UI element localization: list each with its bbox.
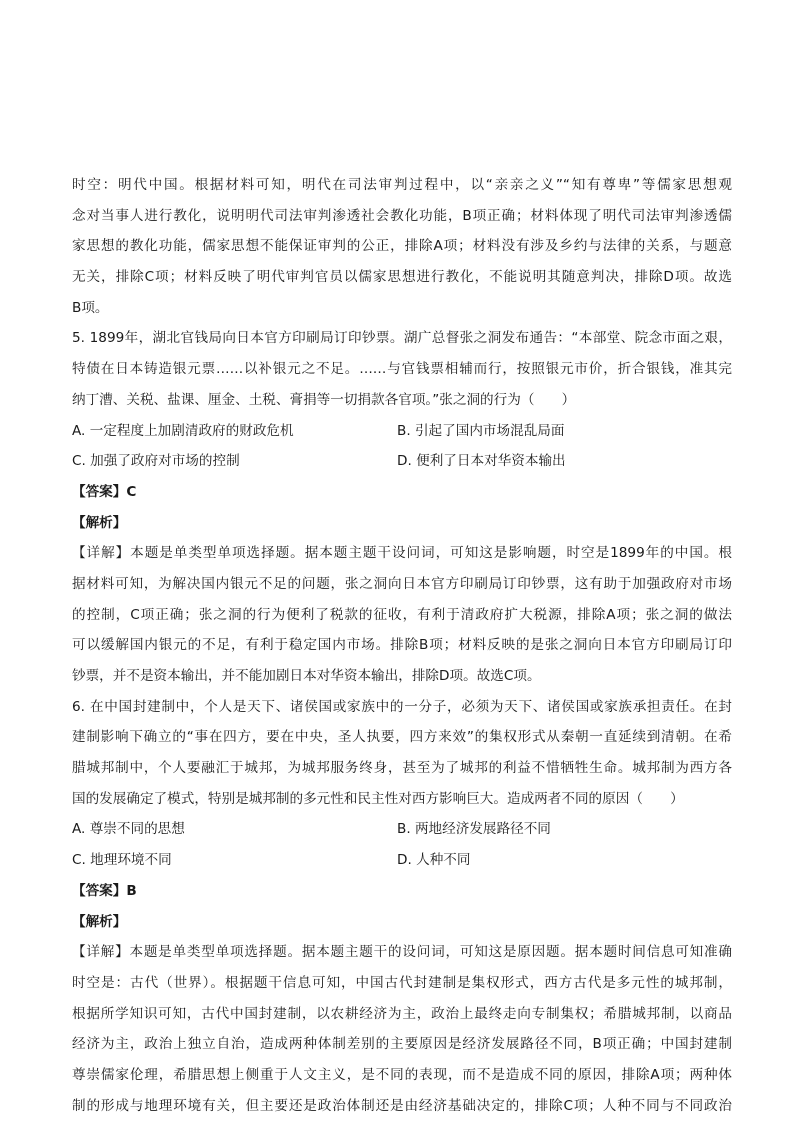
option-c: C. 加强了政府对市场的控制	[72, 453, 240, 470]
option-d: D. 便利了日本对华资本输出	[397, 453, 566, 470]
analysis-text: 据材料可知，为解决国内银元不足的问题，张之洞向日本官方印刷局订印钞票，这有助于加强政府对市场	[72, 575, 732, 592]
question-6-options-row	[72, 845, 732, 876]
text-line: 念对当事人进行教化，说明明代司法审判渗透社会教化功能，B项正确；材料体现了明代司法审判渗透儒	[72, 207, 732, 224]
question-6-stem: 腊城邦制中，个人要融汇于城邦，为城邦服务终身，甚至为了城邦的利益不惜牺牲生命。城邦制为西方各	[72, 760, 732, 777]
option-c: C. 地理环境不同	[72, 852, 172, 869]
question-6-stem: 6. 在中国封建制中，个人是天下、诸侯国或家族中的一分子，必须为天下、诸侯国或家族承担责任。在封	[72, 698, 732, 715]
analysis-label: 【解析】	[72, 913, 127, 930]
answer-label: 【答案】B	[72, 882, 137, 899]
question-6-stem: 建制影响下确立的“事在四方，要在中央，圣人执要，四方来效”的集权形式从秦朝一直延续到清朝。在希	[72, 729, 732, 746]
option-a: A. 尊崇不同的思想	[72, 821, 185, 838]
question-5-stem: 5. 1899年，湖北官钱局向日本官方印刷局订印钞票。湖广总督张之洞发布通告：“本部堂、院念市面之艰，	[72, 330, 732, 347]
analysis-text: 的控制，C项正确；张之洞的行为便利了税款的征收，有利于清政府扩大税源，排除A项；张之洞的做法	[72, 606, 732, 623]
option-b: B. 引起了国内市场混乱局面	[397, 422, 565, 439]
analysis-text: 经济为主，政治上独立自治，造成两种体制差别的主要原因是经济发展路径不同，B项正确；中国封建制	[72, 1036, 732, 1053]
analysis-text: 钞票，并不是资本输出，并不能加剧日本对华资本输出，排除D项。故选C项。	[72, 668, 541, 684]
analysis-text: 【详解】本题是单类型单项选择题。据本题主题干设问词，可知这是影响题，时空是1899年的中国。根	[72, 545, 732, 562]
text-line: 时空：明代中国。根据材料可知，明代在司法审判过程中，以“亲亲之义”“知有尊卑”等儒家思想观	[72, 177, 732, 193]
text-line: B项。	[72, 299, 109, 316]
analysis-text: 可以缓解国内银元的不足，有利于稳定国内市场。排除B项；材料反映的是张之洞向日本官方印刷局订印	[72, 637, 732, 654]
question-6-options-row	[72, 814, 732, 845]
question-5-options-row	[72, 446, 732, 477]
question-5-options-row	[72, 416, 732, 447]
text-line: 家思想的教化功能，儒家思想不能保证审判的公正，排除A项；材料没有涉及乡约与法律的关系，与题意	[72, 238, 732, 255]
question-6-stem: 国的发展确定了模式，特别是城邦制的多元性和民主性对西方影响巨大。造成两者不同的原因（ ）	[72, 790, 684, 807]
option-b: B. 两地经济发展路径不同	[397, 821, 551, 838]
analysis-text: 制的形成与地理环境有关，但主要还是政治体制还是由经济基础决定的，排除C项；人种不同与不同政治	[72, 1097, 732, 1114]
analysis-text: 尊崇儒家伦理，希腊思想上侧重于人文主义，是不同的表现，而不是造成不同的原因，排除A项；两种体	[72, 1066, 732, 1083]
text-line: 无关，排除C项；材料反映了明代审判官员以儒家思想进行教化，不能说明其随意判决，排除D项。故选	[72, 269, 732, 286]
analysis-text: 根据所学知识可知，古代中国封建制，以农耕经济为主，政治上最终走向专制集权；希腊城邦制，以商品	[72, 1005, 732, 1022]
question-5-stem: 纳丁漕、关税、盐课、厘金、土税、膏捐等一切捐款各官项。”张之洞的行为（ ）	[72, 391, 576, 408]
analysis-label: 【解析】	[72, 514, 127, 531]
option-a: A. 一定程度上加剧清政府的财政危机	[72, 422, 294, 439]
answer-label: 【答案】C	[72, 483, 137, 500]
document-page	[72, 170, 732, 1121]
question-5-stem: 特债在日本铸造银元票……以补银元之不足。……与官钱票相辅而行，按照银元市价，折合银钱，准其完	[72, 361, 732, 378]
option-d: D. 人种不同	[397, 852, 471, 869]
analysis-text: 时空是：古代（世界）。根据题干信息可知，中国古代封建制是集权形式，西方古代是多元性的城邦制，	[72, 974, 732, 991]
analysis-text: 【详解】本题是单类型单项选择题。据本题主题干的设问词，可知这是原因题。据本题时间信息可知准确	[72, 944, 732, 961]
